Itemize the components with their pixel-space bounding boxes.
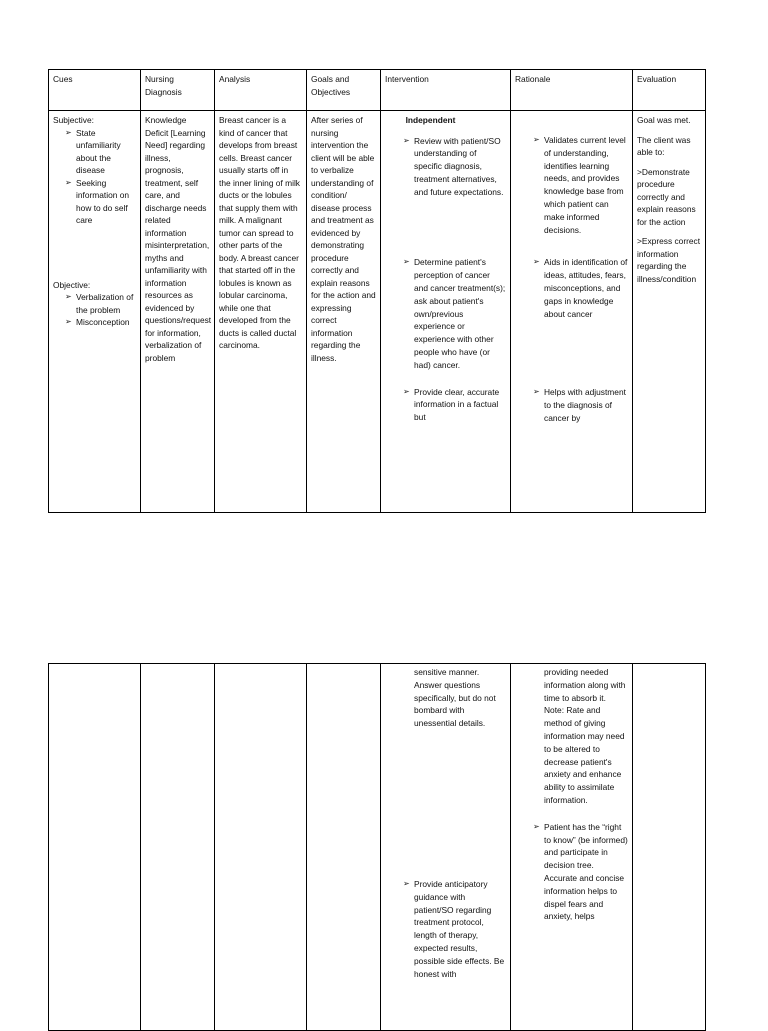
objective-label: Objective:	[53, 279, 91, 290]
arrow-bullet-icon: ➢	[403, 257, 410, 267]
cues-cell	[49, 111, 141, 513]
header-evaluation: Evaluation	[633, 70, 706, 111]
intervention-list	[385, 666, 506, 980]
evaluation-intro: The client was able to:	[637, 134, 691, 157]
evaluation-item: >Express correct information regarding the illness/condition	[637, 236, 701, 284]
evaluation-cell	[633, 111, 706, 513]
rationale-list	[515, 134, 628, 425]
list-item: ➢ Aids in identification of ideas, attitudes, fears, misconceptions, and gaps in knowledge about cancer	[533, 257, 628, 319]
evaluation-item: >Demonstrate procedure correctly and explain reasons for the action	[637, 166, 696, 227]
intervention-cell	[381, 664, 511, 1031]
list-item: ➢ Provide anticipatory guidance with patient/SO regarding treatment protocol, length of therapy, expected results, possible side effects. Be honest with	[403, 878, 505, 979]
arrow-bullet-icon: ➢	[533, 821, 540, 831]
header-intervention: Intervention	[381, 70, 511, 111]
list-item: ➢ Seeking information on how to do self care	[65, 177, 130, 225]
table-row	[49, 664, 706, 1031]
arrow-bullet-icon: ➢	[533, 135, 540, 144]
list-item: ➢ Patient has the “right to know” (be informed) and participate in decision tree. Accurate and concise information helps to dispel fears and anxiety, helps	[533, 821, 628, 922]
header-analysis: Analysis	[215, 70, 307, 111]
goals-cell	[307, 664, 381, 1031]
header-cues: Cues	[49, 70, 141, 111]
header-nursing-diagnosis: Nursing Diagnosis	[141, 70, 215, 111]
list-item: ➢ Review with patient/SO understanding of specific diagnosis, treatment alternatives, and future expectations.	[403, 135, 504, 197]
list-item: ➢ Determine patient's perception of cancer and cancer treatment(s); ask about patient's own/previous experience or experience with other people who have (or had) cancer.	[403, 257, 506, 370]
evaluation-cell	[633, 664, 706, 1031]
table-row	[49, 111, 706, 513]
list-item: ➢ State unfamiliarity about the disease	[65, 127, 121, 175]
list-item: ➢ Validates current level of understanding, identifies learning needs, and provides knowledge base from which patient can make informed decisions.	[533, 135, 626, 235]
rationale-cell	[511, 111, 633, 513]
list-item: ➢ Verbalization of the problem	[65, 292, 134, 315]
nursing-diagnosis-cell: Knowledge Deficit [Learning Need] regarding illness, prognosis, treatment, self care, and discharge needs related information misinterpretation, myths and unfamiliarity with information resources as evidenced by questions/request for information, verbalization of problem	[141, 111, 215, 513]
nursing-diagnosis-cell	[141, 664, 215, 1031]
arrow-bullet-icon: ➢	[403, 878, 410, 888]
list-item: ➢ Provide clear, accurate information in a factual but	[403, 386, 500, 423]
cues-cell	[49, 664, 141, 1031]
list-item: ➢ Helps with adjustment to the diagnosis of cancer by	[533, 387, 626, 423]
care-plan-table-continued	[48, 663, 706, 1031]
list-item: ➢ Misconception	[65, 317, 130, 327]
header-goals: Goals and Objectives	[307, 70, 381, 111]
arrow-bullet-icon: ➢	[65, 317, 72, 326]
list-item-continued: providing needed information along with time to absorb it. Note: Rate and method of giving information may need to be altered to decrease patient's anxiety and enhance ability to assimilate information.	[544, 667, 626, 805]
arrow-bullet-icon: ➢	[533, 257, 540, 267]
analysis-cell	[215, 664, 307, 1031]
subjective-list	[53, 127, 136, 227]
intervention-cell	[381, 111, 511, 513]
goals-cell: After series of nursing intervention the client will be able to verbalize understanding of condition/ disease process and treatment as evidenced by demonstrating procedure correctly and explain reasons for the action and expressing correct information regarding the illness.	[307, 111, 381, 513]
arrow-bullet-icon: ➢	[65, 177, 72, 187]
evaluation-status: Goal was met.	[637, 115, 691, 125]
header-rationale: Rationale	[511, 70, 633, 111]
arrow-bullet-icon: ➢	[403, 386, 410, 396]
intervention-list	[385, 135, 506, 425]
table-header-row	[49, 70, 706, 111]
arrow-bullet-icon: ➢	[65, 292, 72, 301]
independent-heading: Independent	[405, 115, 456, 125]
arrow-bullet-icon: ➢	[533, 387, 540, 397]
arrow-bullet-icon: ➢	[403, 135, 410, 145]
analysis-cell: Breast cancer is a kind of cancer that develops from breast cells. Breast cancer usually starts off in the inner lining of milk ducts or the lobules that supply them with milk. A malignant tumor can spread to other parts of the body. A breast cancer that started off in the lobules is known as lobular carcinoma, while one that developed from the ducts is called ductal carcinoma.	[215, 111, 307, 513]
rationale-list	[515, 666, 628, 923]
subjective-label: Subjective:	[53, 115, 94, 125]
care-plan-table	[48, 69, 706, 513]
rationale-cell	[511, 664, 633, 1031]
arrow-bullet-icon: ➢	[65, 127, 72, 137]
list-item-continued: sensitive manner. Answer questions specifically, but do not bombard with unessential details.	[414, 667, 496, 729]
objective-list	[53, 291, 136, 329]
